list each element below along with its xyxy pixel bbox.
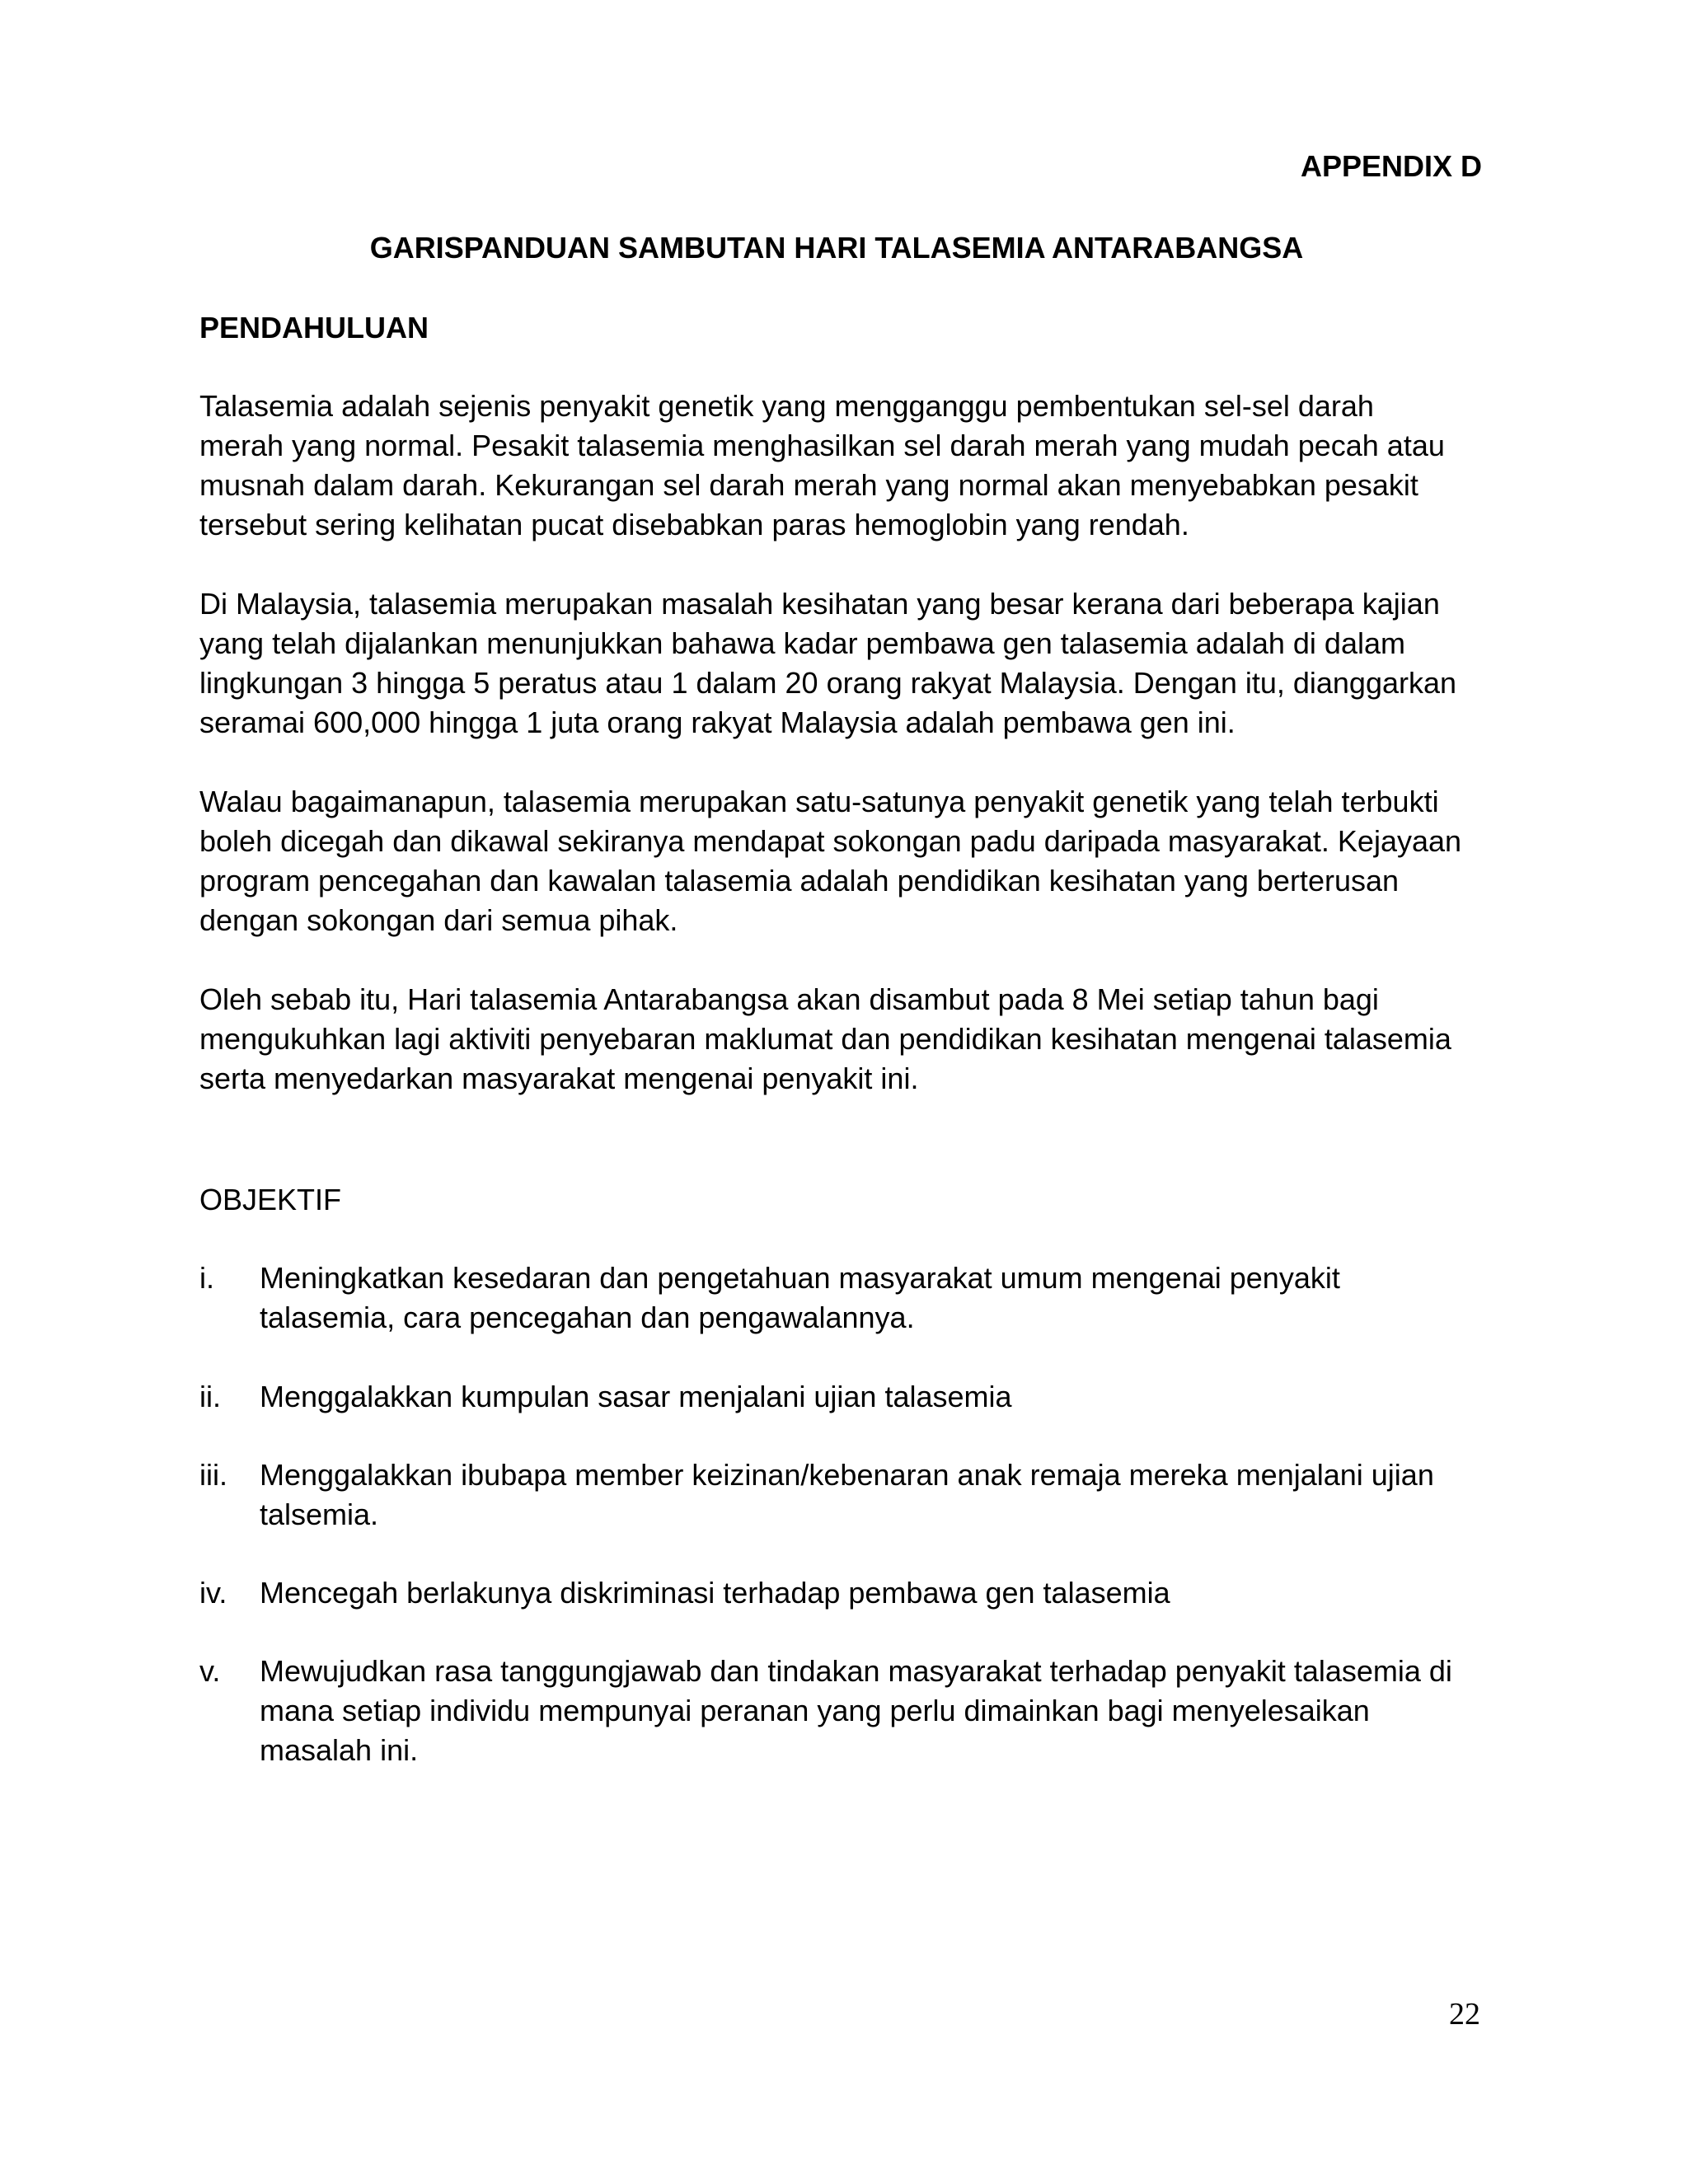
paragraph-line: Oleh sebab itu, Hari talasemia Antarabangsa akan disambut pada 8 Mei setiap tahun bagi [199,982,1379,1016]
objective-line: Meningkatkan kesedaran dan pengetahuan masyarakat umum mengenai penyakit [260,1261,1340,1295]
objective-line: mana setiap individu mempunyai peranan yang perlu dimainkan bagi menyelesaikan [260,1694,1370,1727]
objective-number: ii. [199,1380,221,1413]
paragraph-line: dengan sokongan dari semua pihak. [199,903,678,937]
page-number: 22 [1449,1997,1480,2032]
objective-line: masalah ini. [260,1733,419,1767]
objective-number: i. [199,1261,214,1295]
objective-text [260,1652,1452,1770]
paragraph-line: lingkungan 3 hingga 5 peratus atau 1 dalam 20 orang rakyat Malaysia. Dengan itu, dianggarkan [199,666,1457,700]
section-heading-pendahuluan: PENDAHULUAN [199,311,429,344]
objective-line: Menggalakkan kumpulan sasar menjalani ujian talasemia [260,1380,1012,1413]
objective-line: Mewujudkan rasa tanggungjawab dan tindakan masyarakat terhadap penyakit talasemia di [260,1654,1452,1688]
paragraph-1 [199,387,1502,545]
paragraph-3 [199,782,1502,940]
paragraph-line: boleh dicegah dan dikawal sekiranya mendapat sokongan padu daripada masyarakat. Kejayaan [199,824,1462,858]
paragraph-line: serta menyedarkan masyarakat mengenai penyakit ini. [199,1062,919,1095]
objective-number: v. [199,1654,221,1688]
objective-number: iii. [199,1458,227,1492]
objective-text [260,1377,1012,1417]
paragraph-2 [199,584,1502,743]
objective-number: iv. [199,1576,227,1610]
paragraph-line: tersebut sering kelihatan pucat disebabkan paras hemoglobin yang rendah. [199,508,1189,541]
objective-line: talsemia. [260,1497,379,1531]
paragraph-line: Walau bagaimanapun, talasemia merupakan satu-satunya penyakit genetik yang telah terbukti [199,785,1439,818]
paragraph-line: mengukuhkan lagi aktiviti penyebaran maklumat dan pendidikan kesihatan mengenai talasemia [199,1022,1451,1056]
objective-line: Menggalakkan ibubapa member keizinan/kebenaran anak remaja mereka menjalani ujian [260,1458,1434,1492]
section-heading-objektif: OBJEKTIF [199,1183,342,1216]
paragraph-4 [199,980,1502,1099]
objective-text [260,1455,1434,1535]
objective-text [260,1258,1340,1338]
paragraph-line: Di Malaysia, talasemia merupakan masalah kesihatan yang besar kerana dari beberapa kajian [199,587,1440,621]
paragraph-line: merah yang normal. Pesakit talasemia menghasilkan sel darah merah yang mudah pecah atau [199,429,1445,462]
objective-line: Mencegah berlakunya diskriminasi terhadap pembawa gen talasemia [260,1576,1170,1610]
appendix-label: APPENDIX D [1300,149,1482,183]
document-title: GARISPANDUAN SAMBUTAN HARI TALASEMIA ANTARABANGSA [369,231,1304,265]
paragraph-line: yang telah dijalankan menunjukkan bahawa kadar pembawa gen talasemia adalah di dalam [199,626,1405,660]
paragraph-line: program pencegahan dan kawalan talasemia adalah pendidikan kesihatan yang berterusan [199,864,1400,898]
paragraph-line: seramai 600,000 hingga 1 juta orang rakyat Malaysia adalah pembawa gen ini. [199,705,1236,739]
objective-line: talasemia, cara pencegahan dan pengawalannya. [260,1301,915,1334]
objective-text [260,1573,1170,1613]
paragraph-line: musnah dalam darah. Kekurangan sel darah merah yang normal akan menyebabkan pesakit [199,468,1418,502]
paragraph-line: Talasemia adalah sejenis penyakit genetik yang mengganggu pembentukan sel-sel darah [199,389,1374,423]
